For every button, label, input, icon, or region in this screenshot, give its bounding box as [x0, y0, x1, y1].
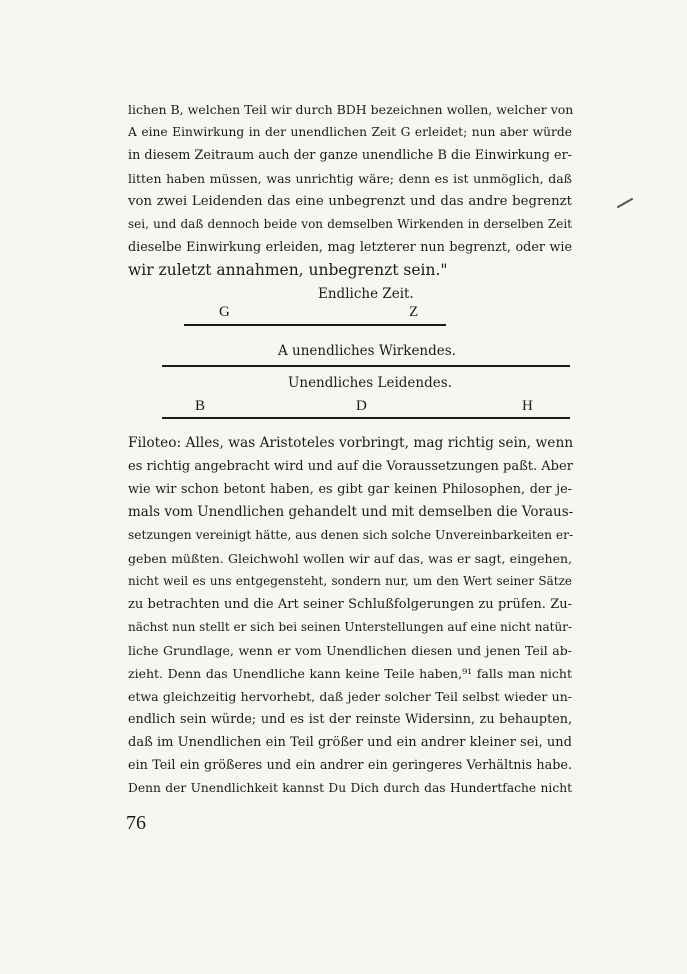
- text-line: wir zuletzt annahmen, unbegrenzt sein.": [128, 261, 448, 279]
- text-line: nächst nun stellt er sich bei seinen Unterstellungen auf eine nicht natür-: [128, 620, 572, 634]
- agent-rule: [162, 365, 570, 367]
- label-g: G: [219, 304, 230, 320]
- text-line: Filoteo: Alles, was Aristoteles vorbringt, mag richtig sein, wenn: [128, 435, 574, 451]
- text-line: von zwei Leidenden das eine unbegrenzt und das andre begrenzt: [128, 194, 572, 209]
- finite-time-label: Endliche Zeit.: [318, 286, 414, 302]
- text-line: ein Teil ein größeres und ein andrer ein geringeres Verhältnis habe.: [128, 758, 572, 773]
- text-line: in diesem Zeitraum auch der ganze unendliche B die Einwirkung er-: [128, 148, 572, 163]
- text-line: zieht. Denn das Unendliche kann keine Teile haben,⁹¹ falls man nicht: [128, 666, 572, 681]
- finite-time-rule: [184, 324, 446, 326]
- text-line: wie wir schon betont haben, es gibt gar keinen Philosophen, der je-: [128, 482, 572, 497]
- text-line: zu betrachten und die Art seiner Schlußfolgerungen zu prüfen. Zu-: [128, 597, 572, 612]
- patient-label: Unendliches Leidendes.: [288, 375, 452, 391]
- text-line: litten haben müssen, was unrichtig wäre; denn es ist unmöglich, daß: [128, 171, 572, 186]
- text-line: daß im Unendlichen ein Teil größer und ein andrer kleiner sei, und: [128, 735, 572, 750]
- text-line: sei, und daß dennoch beide von demselben Wirkenden in derselben Zeit: [128, 217, 572, 231]
- text-line: endlich sein würde; und es ist der reinste Widersinn, zu behaupten,: [128, 712, 572, 727]
- text-line: nicht weil es uns entgegensteht, sondern nur, um den Wert seiner Sätze: [128, 574, 572, 588]
- text-line: A eine Einwirkung in der unendlichen Zeit G erleidet; nun aber würde: [128, 125, 572, 139]
- text-line: dieselbe Einwirkung erleiden, mag letzterer nun begrenzt, oder wie: [128, 240, 572, 255]
- text-line: mals vom Unendlichen gehandelt und mit demselben die Voraus-: [128, 504, 574, 520]
- text-line: geben müßten. Gleichwohl wollen wir auf das, was er sagt, eingehen,: [128, 551, 572, 566]
- label-b: B: [195, 398, 206, 414]
- agent-label: A unendliches Wirkendes.: [278, 343, 456, 359]
- text-line: etwa gleichzeitig hervorhebt, daß jeder solcher Teil selbst wieder un-: [128, 689, 572, 704]
- text-line: Denn der Unendlichkeit kannst Du Dich durch das Hundertfache nicht: [128, 781, 572, 795]
- text-line: es richtig angebracht wird und auf die Voraussetzungen paßt. Aber: [128, 459, 573, 474]
- page-number: 76: [126, 812, 146, 834]
- paragraph-filoteo: [128, 432, 572, 800]
- patient-rule: [162, 417, 570, 419]
- label-h: H: [522, 398, 533, 414]
- text-line: lichen B, welchen Teil wir durch BDH bezeichnen wollen, welcher von: [128, 102, 574, 117]
- text-line: setzungen vereinigt hätte, aus denen sich solche Unvereinbarkeiten er-: [128, 528, 574, 542]
- label-d: D: [356, 398, 367, 414]
- text-line: liche Grundlage, wenn er vom Unendlichen diesen und jenen Teil ab-: [128, 643, 572, 658]
- label-z: Z: [409, 304, 419, 320]
